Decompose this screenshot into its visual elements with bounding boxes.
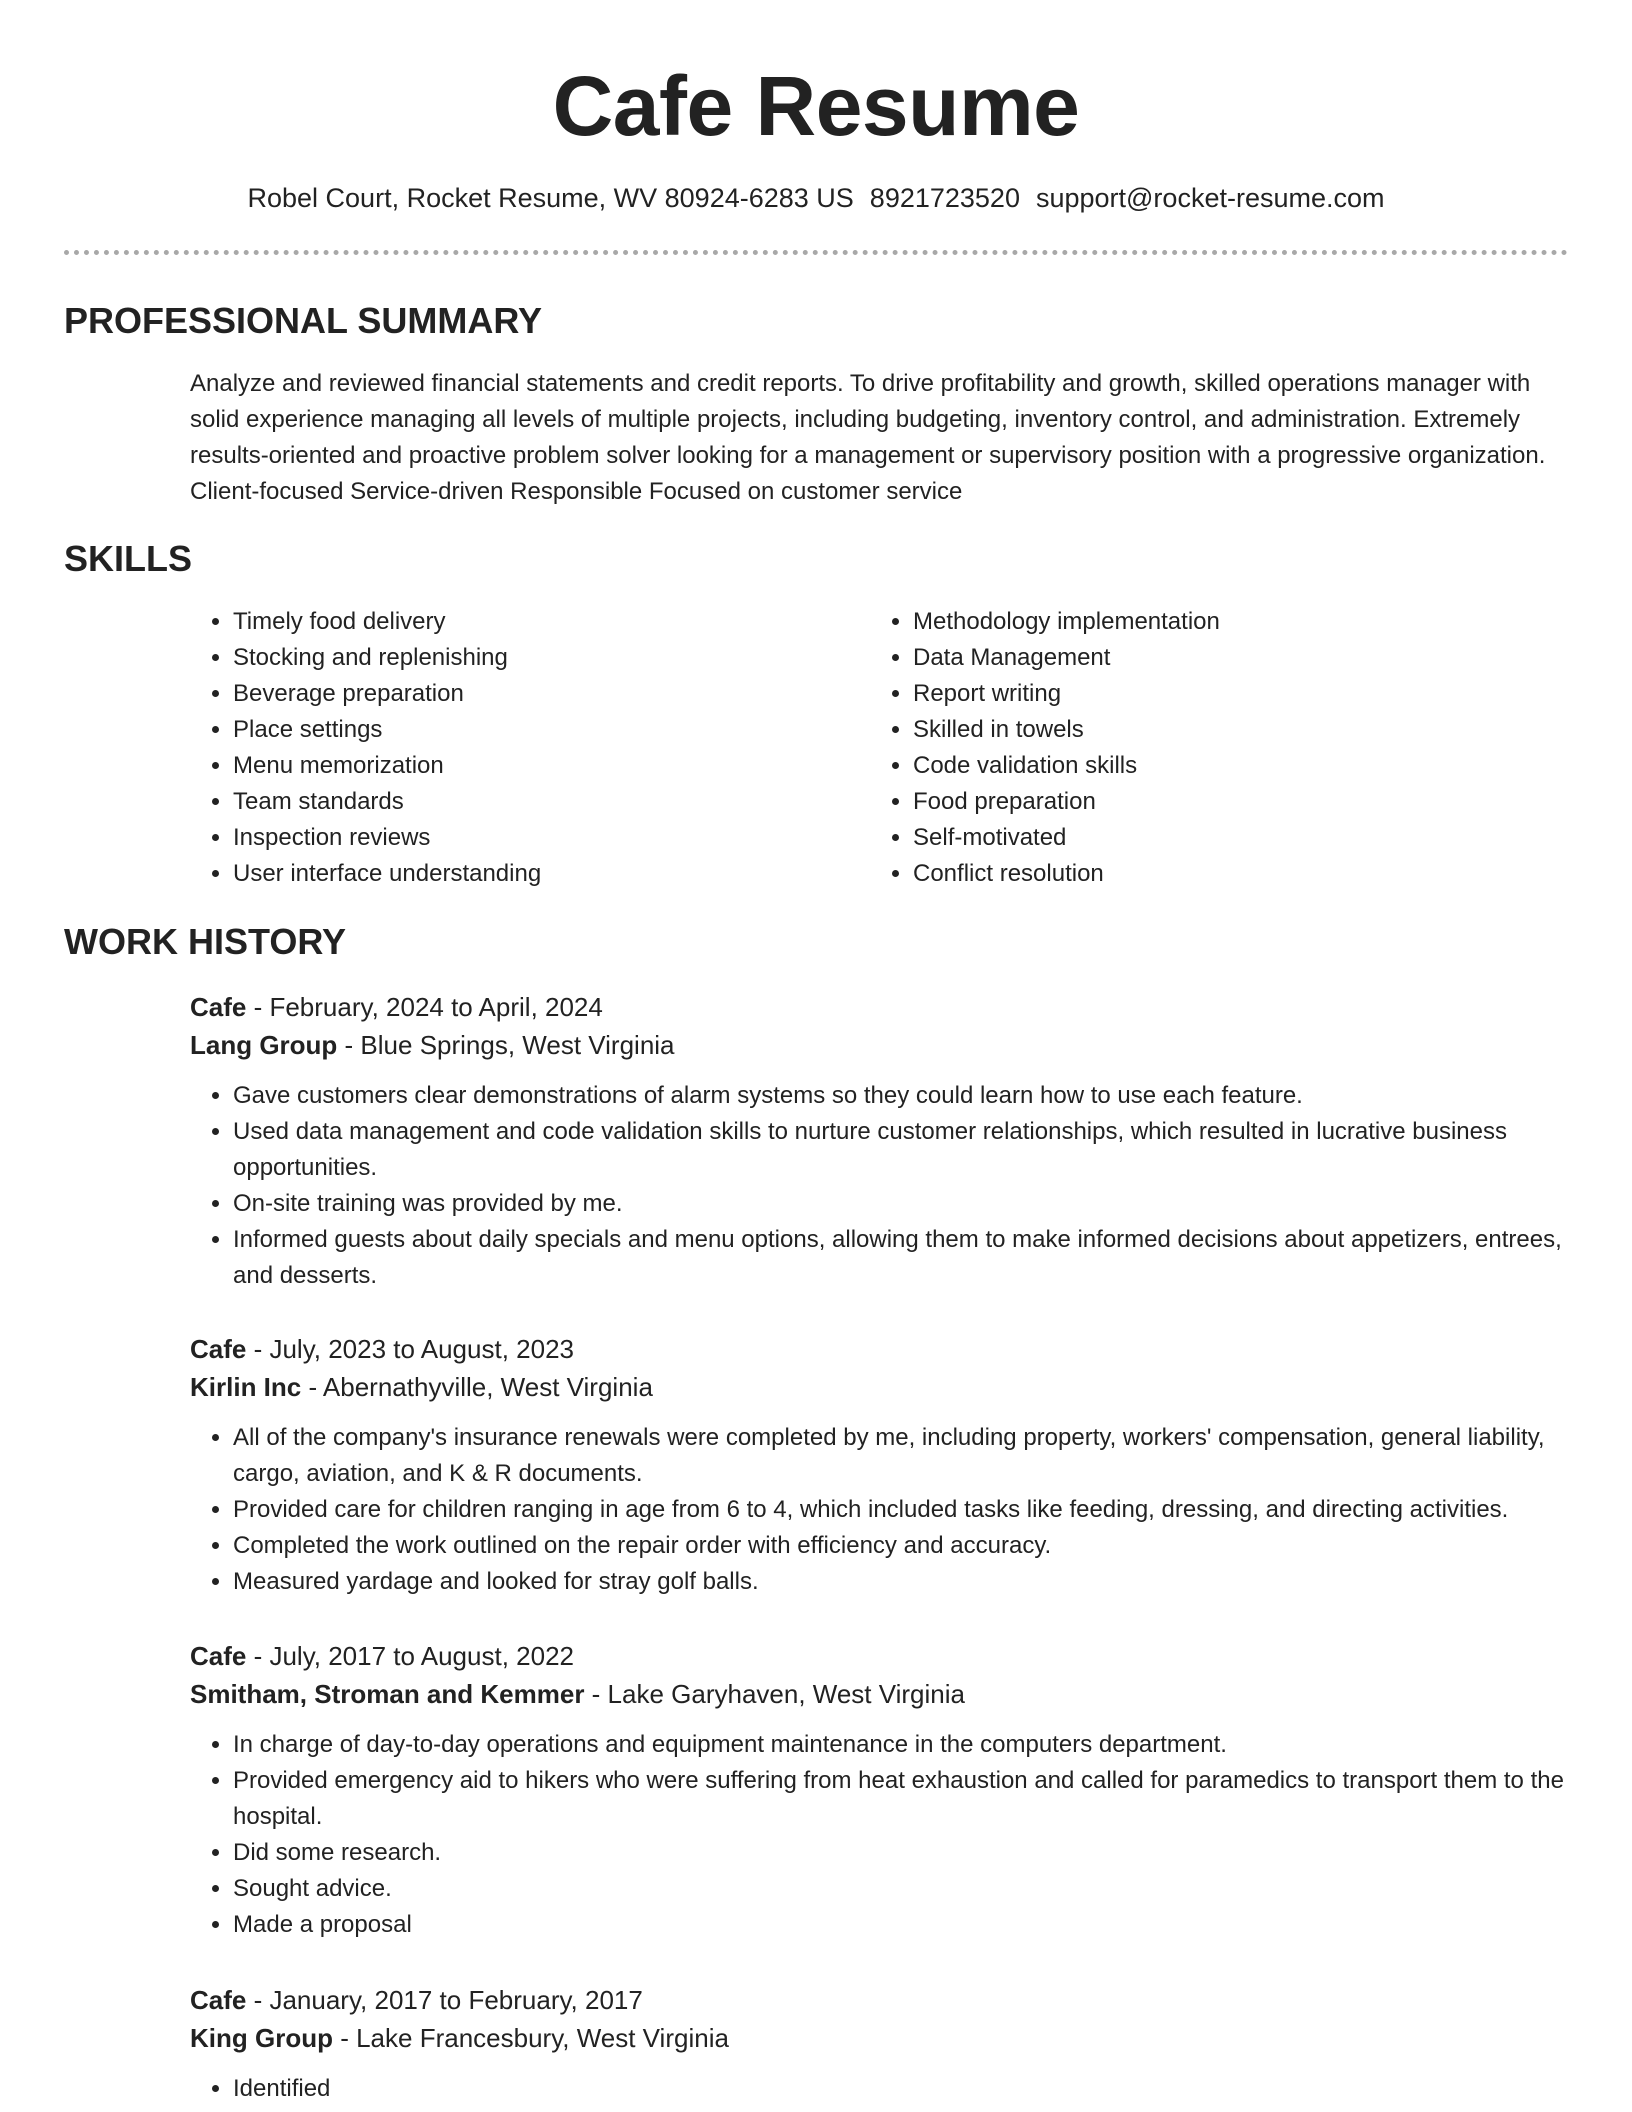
skill-item: • Inspection reviews [233,820,870,856]
contact-email: support@rocket-resume.com [1035,183,1385,213]
skill-item: • Methodology implementation [913,604,1513,640]
job-title: Cafe [190,992,247,1022]
skill-item: • Skilled in towels [913,712,1513,748]
job-entry [190,988,1570,1294]
resume-title: Cafe Resume [552,59,1080,153]
job-bullet: • Used data management and code validation skills to nurture customer relationships, which resulted in lucrative business opportunities. [233,1114,1570,1186]
job-title: Cafe [190,1334,247,1364]
skills-column-left [190,604,870,892]
job-bullet: • On-site training was provided by me. [233,1186,1570,1222]
job-location: - Abernathyville, West Virginia [301,1372,653,1402]
job-bullet: • Made a proposal [233,1907,1570,1943]
job-bullet: • Gave customers clear demonstrations of alarm systems so they could learn how to use each feature. [233,1078,1570,1114]
job-dates: - July, 2017 to August, 2022 [246,1641,574,1671]
job-dates: - February, 2024 to April, 2024 [246,992,603,1022]
summary-text: Analyze and reviewed financial statements and credit reports. To drive profitability and growth, skilled operations manager with solid experience managing all levels of multiple projects, including budgeting, inventory control, and administration. Extremely results-oriented and proactive problem solver looking for a management or supervisory position with a progressive organization. Client-focused Service-driven Responsible Focused on customer service [190,370,1546,505]
job-bullet: • In charge of day-to-day operations and equipment maintenance in the computers department. [233,1727,1570,1763]
skills-column-right [870,604,1513,892]
job-company-line [190,1675,1570,1713]
header-divider [64,250,1568,255]
job-company: Lang Group [190,1030,338,1060]
job-title-line [190,1981,1570,2019]
job-title-line [190,1330,1570,1368]
skills-list [190,604,1570,892]
job-bullets [190,1420,1570,1600]
job-company: Kirlin Inc [190,1372,302,1402]
job-title-line [190,988,1570,1026]
job-company: King Group [190,2023,333,2053]
job-company-line [190,1368,1570,1406]
job-bullet: • Sought advice. [233,1871,1570,1907]
job-bullet: • Identified [233,2071,1570,2107]
work-history-heading: WORK HISTORY [64,921,347,962]
skill-item: • Code validation skills [913,748,1513,784]
job-title: Cafe [190,1641,247,1671]
job-bullet: • Informed guests about daily specials and menu options, allowing them to make informed decisions about appetizers, entrees, and desserts. [233,1222,1570,1294]
job-title: Cafe [190,1985,247,2015]
skill-item: • Conflict resolution [913,856,1513,892]
job-entry [190,1637,1570,1943]
job-bullet: • Provided care for children ranging in age from 6 to 4, which included tasks like feeding, dressing, and directing activities. [233,1492,1570,1528]
contact-line [0,180,1632,216]
summary-heading: PROFESSIONAL SUMMARY [64,300,543,341]
job-company-line [190,2019,1570,2057]
job-title-line [190,1637,1570,1675]
skill-item: • Team standards [233,784,870,820]
job-entry [190,1981,1570,2107]
skill-item: • Data Management [913,640,1513,676]
job-company-line [190,1026,1570,1064]
skill-item: • Report writing [913,676,1513,712]
job-dates: - January, 2017 to February, 2017 [246,1985,643,2015]
job-location: - Lake Garyhaven, West Virginia [584,1679,965,1709]
skill-item: • Menu memorization [233,748,870,784]
job-bullets [190,1078,1570,1294]
skill-item: • Self-motivated [913,820,1513,856]
skill-item: • Food preparation [913,784,1513,820]
job-location: - Lake Francesbury, West Virginia [332,2023,729,2053]
job-bullets [190,1727,1570,1943]
skills-heading: SKILLS [64,538,193,579]
skill-item: • Stocking and replenishing [233,640,870,676]
contact-phone: 8921723520 [869,183,1020,213]
job-dates: - July, 2023 to August, 2023 [246,1334,574,1364]
skill-item: • Beverage preparation [233,676,870,712]
job-entry [190,1330,1570,1600]
job-company: Smitham, Stroman and Kemmer [190,1679,585,1709]
job-bullet: • Provided emergency aid to hikers who were suffering from heat exhaustion and called for paramedics to transport them to the hospital. [233,1763,1570,1835]
job-bullet: • Measured yardage and looked for stray golf balls. [233,1564,1570,1600]
skill-item: • Timely food delivery [233,604,870,640]
job-bullets [190,2071,1570,2107]
job-bullet: • Did some research. [233,1835,1570,1871]
skill-item: • User interface understanding [233,856,870,892]
job-bullet: • All of the company's insurance renewals were completed by me, including property, workers' compensation, general liability, cargo, aviation, and K & R documents. [233,1420,1570,1492]
contact-address: Robel Court, Rocket Resume, WV 80924-6283 US [247,183,854,213]
job-bullet: • Completed the work outlined on the repair order with efficiency and accuracy. [233,1528,1570,1564]
skill-item: • Place settings [233,712,870,748]
job-location: - Blue Springs, West Virginia [337,1030,675,1060]
